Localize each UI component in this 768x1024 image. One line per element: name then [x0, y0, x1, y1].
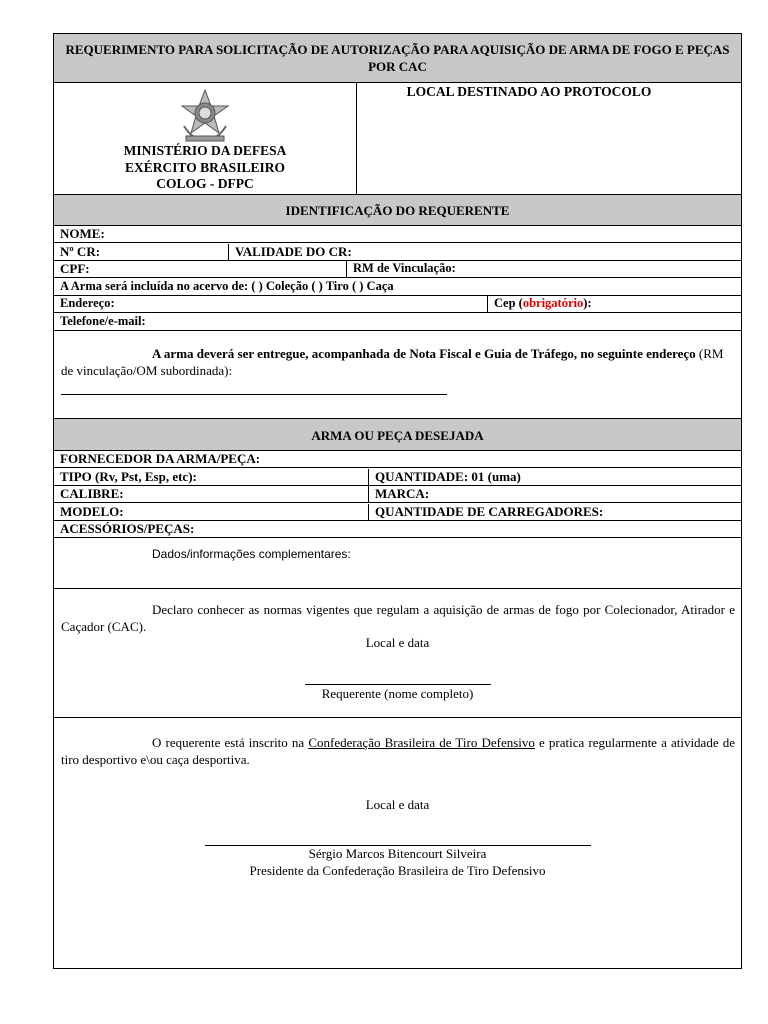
cr-validity-field[interactable]: VALIDADE DO CR: [228, 244, 741, 260]
org-name [54, 143, 356, 193]
org-line-ministry: MINISTÉRIO DA DEFESA [123, 143, 287, 158]
fornecedor-row [54, 451, 741, 468]
declaration-text: Declaro conhecer as normas vigentes que regulam a aquisição de armas de fogo por Colecionador, Atirador e Caçador (CAC). [61, 602, 735, 634]
telefone-field[interactable]: Telefone/e-mail: [60, 314, 146, 328]
complementares-label[interactable]: Dados/informações complementares: [152, 547, 351, 561]
cep-label: Cep ( [494, 296, 523, 310]
coat-of-arms-icon [176, 86, 234, 144]
signer-title: Presidente da Confederação Brasileira de Tiro Defensivo [249, 863, 546, 878]
federation-text-end: e pratica regularmente a atividade de tiro desportivo e\ou caça desportiva. [61, 735, 735, 767]
delivery-text [61, 345, 733, 379]
signer-name: Sérgio Marcos Bitencourt Silveira [308, 846, 487, 861]
federation-local-date: Local e data [365, 797, 430, 812]
complementares-row [54, 538, 741, 589]
federation-text [61, 734, 735, 768]
cep-field[interactable] [487, 296, 741, 312]
marca-field[interactable]: MARCA: [368, 486, 741, 502]
delivery-normal-text: (RM de vinculação/OM subordinada): [61, 346, 724, 378]
federation-section [54, 718, 741, 968]
cpf-row [54, 261, 741, 278]
delivery-row [54, 331, 741, 419]
rm-field[interactable]: RM de Vinculação: [346, 261, 741, 277]
protocol-area [356, 83, 741, 194]
quantidade-field[interactable]: QUANTIDADE: 01 (uma) [368, 469, 741, 485]
calibre-row [54, 486, 741, 503]
acervo-row [54, 278, 741, 296]
cep-required-note: obrigatório [522, 296, 584, 310]
modelo-row [54, 503, 741, 521]
weapon-heading: ARMA OU PEÇA DESEJADA [311, 428, 484, 443]
requester-signature-label: Requerente (nome completo) [321, 686, 474, 701]
emblem-area [54, 83, 356, 194]
cep-label-end: ): [583, 296, 592, 310]
nome-row [54, 226, 741, 243]
org-line-colog: COLOG - DFPC [156, 176, 254, 191]
tipo-field[interactable]: TIPO (Rv, Pst, Esp, etc): [60, 469, 197, 484]
federation-text-start: O requerente está inscrito na [152, 735, 309, 750]
requester-signature-line[interactable] [305, 684, 491, 685]
declaration-row [54, 589, 741, 718]
fornecedor-field[interactable]: FORNECEDOR DA ARMA/PEÇA: [60, 451, 261, 466]
delivery-bold-text: A arma deverá ser entregue, acompanhada de Nota Fiscal e Guia de Tráfego, no seguinte endereço [152, 346, 696, 361]
carregadores-field[interactable]: QUANTIDADE DE CARREGADORES: [368, 504, 741, 520]
acessorios-field[interactable]: ACESSÓRIOS/PEÇAS: [60, 521, 195, 536]
modelo-field[interactable]: MODELO: [60, 504, 124, 519]
tipo-row [54, 468, 741, 486]
form-title-row [54, 34, 741, 83]
identification-heading: IDENTIFICAÇÃO DO REQUERENTE [285, 203, 510, 218]
calibre-field[interactable]: CALIBRE: [60, 486, 124, 501]
acervo-options[interactable]: A Arma será incluída no acervo de: ( ) Coleção ( ) Tiro ( ) Caça [60, 279, 394, 293]
endereco-row [54, 296, 741, 313]
telefone-row [54, 313, 741, 331]
federation-link[interactable]: Confederação Brasileira de Tiro Defensivo [308, 735, 535, 750]
request-form [53, 33, 742, 969]
cr-row [54, 243, 741, 261]
acessorios-row [54, 521, 741, 538]
cpf-field[interactable]: CPF: [60, 261, 90, 276]
nome-field[interactable]: NOME: [60, 226, 105, 241]
form-title: REQUERIMENTO PARA SOLICITAÇÃO DE AUTORIZAÇÃO PARA AQUISIÇÃO DE ARMA DE FOGO E PEÇAS POR CAC [65, 42, 730, 74]
declaration-local-date: Local e data [365, 635, 430, 650]
cr-field[interactable]: Nº CR: [60, 244, 101, 259]
weapon-heading-row [54, 419, 741, 451]
endereco-field[interactable]: Endereço: [60, 296, 115, 310]
identification-heading-row [54, 195, 741, 226]
protocol-label: LOCAL DESTINADO AO PROTOCOLO [406, 84, 652, 99]
delivery-address-line[interactable] [61, 394, 447, 395]
header-row [54, 83, 741, 195]
org-line-army: EXÉRCITO BRASILEIRO [125, 159, 285, 175]
